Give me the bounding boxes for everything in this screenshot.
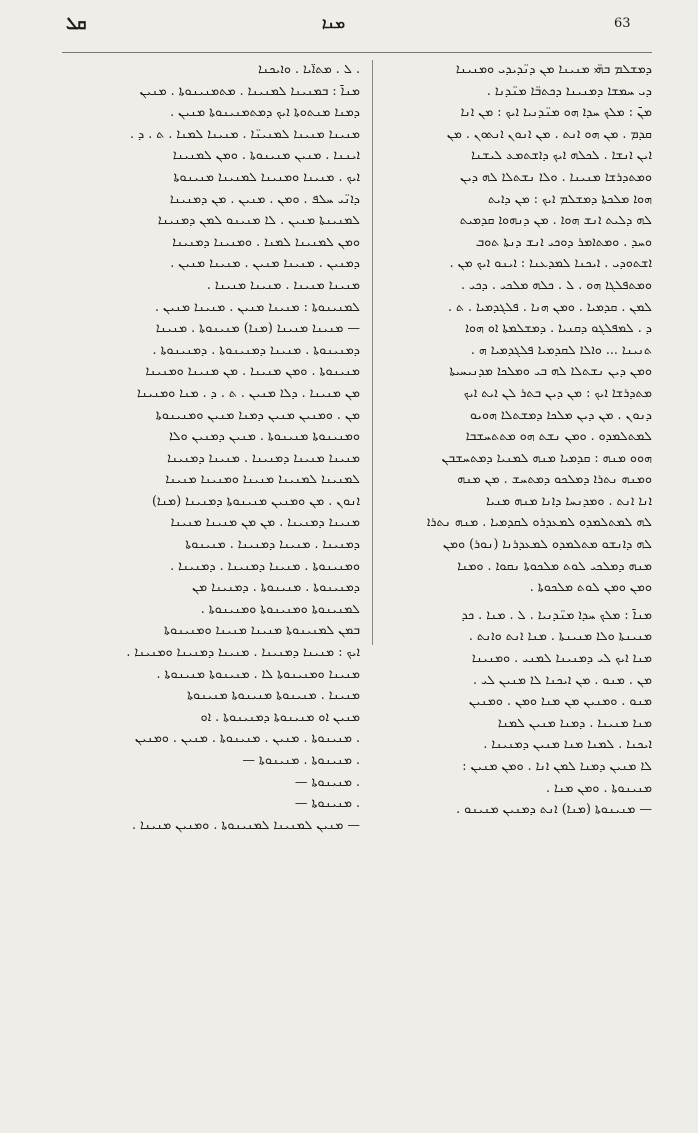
header-guide-word: ܡܢܐ (322, 14, 346, 32)
text-line: ܡܢܝܢܬܐ ܘܠܐ ܡܢܝܢܬܐ . ܡܢܐ ܐܢܬ ܘܐܢܬ . (468, 628, 652, 644)
text-line: ܡܢܝܢܐ ܘܡܢܝܢܘܬܐ ܠܐ . ܡܢܝܢܘܬܐ ܡܢܝܢܘܬܐ . (156, 665, 360, 681)
right-column-tail-lines (384, 604, 652, 820)
left-column-lines (70, 58, 360, 835)
text-line: . ܠ . ܡܬܐ̈ܝܐ . ܘܐܝܟܢܐ (258, 61, 360, 76)
text-line: ܕܡܢܝܢܘܬܐ . ܡܢܝܢܘܬܐ . ܕܡܢܝܢܐ ܡܢ (192, 579, 360, 595)
text-line: ܕܡܢܝܢ . ܡܢܝܢܐ ܡܢܝܢ . ܡܢܝܢܐ ܡܢܝܢ . (170, 255, 360, 271)
text-line: ܘܡܢ ܕܝܢ ܢܫܬܠܐ ܠܗ ܒܝ ܘܡܠܟܐ ܡܕܢܝܚܝܬܐ (449, 363, 652, 379)
text-line: ܕܡܢܐ ܡܢܬܘܬܐ ܐܝܟ ܕܡܬܡܢܝܢܘܬܐ ܡܢܝܢ . (170, 104, 360, 120)
text-line: ܡܢܝܢܘܬܐ . ܘܡܢ ܡܢܝܢܐ . ܡܢ ܡܢܝܢܐ ܘܡܢܝܢܐ (145, 363, 360, 379)
text-line: ܡܢܝܢܐ ܡܢܝܢܐ ܕܡܢܝܢܐ . ܡܢܝܢܐ ܕܡܢܝܢܐ (167, 449, 360, 465)
text-line: ܐܢܘܢ . ܡܢ ܘܡܢܝܢ ܡܢܝܢܘܬܐ ܕܡܢܝܢܐ (ܡܢܐ) (151, 492, 360, 508)
text-line: ܠܡܢ . ܩܕܡܝܐ . ܘܡܢ ܗܢܐ . ܦܠܓܕܡܝܐ . ܬ . (447, 298, 652, 314)
text-line: ܐܝܢܢܐ . ܡܢܝܢ ܡܢܝܢܘܬܐ . ܘܡܢ ܠܡܢܝܢܐ (172, 147, 360, 163)
text-line: ܡܢ . ܘܡܢܝܢ ܡܢܝܢ ܕܡܢܐ ܡܢܝܢ ܘܡܢܝܢܘܬܐ (155, 406, 360, 422)
text-line: — ܡܢܝܢܐ ܡܢܝܢܐ (ܡܢܐ) ܡܢܝܢܘܬܐ . ܡܢܝܢܐ (155, 320, 360, 336)
text-line: ܡܢܝܢܐ ܡܢܝܢܐ . ܡܢܝܢܐ ܡܢܝܢܐ . (206, 276, 360, 292)
text-line: ܕܡܢܝܢܘܬܐ . ܡܢܝܢܐ ܕܡܢܝܢܘܬܐ . ܕܡܢܝܢܘܬܐ . (152, 341, 360, 357)
header-rule (62, 52, 652, 53)
text-line: ܠܡܢܝܢܬܐ ܡܢܝܢ . ܠܐ ܡܢܝܢܘ ܠܡܢ ܕܡܢܝܢܐ (157, 212, 360, 228)
text-line: ܘܡܢܗ ܢܬܪܐ ܕܡܠܟܘ ܕܡܬܚܫ . ܡܢ ܡܢܗ (457, 471, 652, 487)
text-line: ܠܗ ܠܡܬܠܡܕܘ ܠܡܥܕܪܘ ܠܩܕܡܝܐ . ܡܢܗ ܢܬܪܐ (426, 514, 652, 530)
text-line: ܡܢܝܢܘܬܐ . ܘܡܢ ܡܢܐ . (546, 779, 652, 795)
text-line: ܡܢܗ ܕܡܠܟܝ ܠܘܬ ܡܠܟܘܬܐ ܢܩܘܐ . ܘܡܢܐ (457, 557, 652, 573)
text-line: ܬܢܝܢܐ ... ܘܐܠܐ ܠܩܕܡܝܐ ܦܠܓܕܡܝܐ ܗ . (470, 341, 652, 357)
right-column (384, 58, 652, 858)
text-line: ܡܢܐ ܐܝܟ ܠܝ ܕܡܢܝܢܐ ܠܡܢܝ . ܘܡܢܝܢܐ (471, 650, 652, 666)
page-header (0, 14, 698, 44)
text-line: ܘܡܢ ܘܡܢ ܠܘܬ ܡܠܟܘܬܐ . (529, 579, 652, 595)
text-line: ܡܢܝܢܐ ܡܢܝܢܐ ܠܡܢܝܢ̈ܐ . ܡܢܝܢܐ ܠܡܢܐ . ܬ . ܕ . (130, 125, 360, 141)
text-line: ܘܡܬܕܪܫܐ ܡܢܝܢܐ . ܘܠܐ ܢܫܬܠܐ ܠܗ ܕܝܢ (460, 168, 652, 184)
text-line: . ܡܢܝܢܘܬܐ — (294, 795, 360, 811)
left-column (70, 58, 360, 858)
text-line: . ܡܢܝܢܘܬܐ — (294, 773, 360, 789)
text-line: ܩܕܡ . ܡܢ ܗܘ ܐܢܬ . ܡܢ ܐܢܘܢ ܐܢܬܘܢ . ܡܢ (446, 125, 652, 141)
text-line: ܕܝ ܚܡܫܐ ܕܡܢܝܢܐ ܕܟܬܒ̈ܐ ܡܢ̈ܕܢܐ . (486, 82, 652, 98)
text-line: . ܡܢܝܢܘܬܐ . ܡܢܝܢ . ܡܢܝܢܘܬܐ . ܡܢܝܢ . ܘܡܢܝܢ (134, 730, 360, 746)
text-line: — ܡܢܝܢܘܬܐ (ܡܢܐ) ܐܢܬ ܕܡܢܝܢ ܡܢܝܢܘ . (456, 801, 652, 817)
column-divider (372, 60, 373, 645)
text-line: ܐܝܢ ܐܢܫܐ . ܠܟܠܗ ܐܝܟ ܕܐܫܬܡܥ ܠܝܫܢܐ (471, 147, 652, 163)
text-line: ܡܢܝܢܐ ܕܡܢܝܢܐ . ܡܢ ܡܢ ܡܢܝܢܐ ܡܢܝܢܐ (170, 514, 360, 530)
text-line: ܠܡܢܝܢܘܬܐ : ܡܢܝܢܐ ܡܢܝܢ . ܡܢܝܢܐ ܡܢܝܢ . (155, 298, 360, 314)
text-line: ܠܗ ܕܐܢܫܘ ܡܬܠܡܕܘ ܠܡܥܕܪܢܐ (ܢܘܪ) ܘܡܢ (443, 536, 652, 552)
text-line: ܠܗ ܕܠܝܬ ܐܢܫ ܗܘܐ . ܡܢ ܕܢܗܘܐ ܩܕܡܝܬ (459, 212, 652, 228)
text-line: ܡܢ ܡܢܝܢܐ . ܕܠܐ ܡܢܝܢ . ܬ . ܕ . ܡܢܐ ܘܡܢܝܢܐ (137, 384, 360, 400)
right-column-lines (384, 58, 652, 598)
text-line: ܕܐܢ̈ܝ ܚܠܦ . ܘܡܢ . ܡܢܝܢ . ܡܢ ܕܡܢܝܢܐ (169, 190, 360, 206)
page-number: 63 (614, 16, 631, 31)
text-line: ܘܚܕ . ܘܡܬܐܡܪ ܕܘܟܝ ܐܢܫ ܕܢܬܐ ܬܘܒ (475, 233, 652, 249)
text-line: ܠܡܢܝܢܘܬܐ ܘܡܢܝܢܘܬܐ ܘܡܢܝܢܘܬܐ . (200, 600, 360, 616)
text-line: ܡܢܐ̄ : ܡܠܟ ܚܕܐ ܡܢ̈ܕܢܝܐ . ܠ . ܡܢܐ . ܟܕ (461, 606, 652, 622)
text-line: ܡܬܕܪܫܐ ܐܝܟ : ܡܢ ܕܝܢ ܒܬܪ ܠܢ ܐܝܬ ܐܝܟ (463, 384, 652, 400)
text-line: ܘܡܢܝܢܘܬܐ ܡܢܝܢܘܬܐ . ܡܢܝܢ ܕܡܢܝܢ ܘܠܐ (169, 428, 360, 444)
text-line: ܡܢܝܢܐ . ܡܢܝܢܘܬܐ ܡܢܝܢܘܬܐ ܡܢܝܢܘܬܐ (187, 687, 360, 703)
text-line: ܡܢ . ܡܢܘ . ܡܢ ܐܝܟܢܐ ܠܐ ܡܢܝܢ ܠܝ . (472, 671, 652, 687)
text-line: ܗܘܐ ܡܠܟܬܐ ܕܡܫܠܡ ܐܝܟ : ܡܢ ܕܐܝܬ (487, 190, 652, 206)
header-catchword: ܩܠ (66, 14, 87, 34)
text-line: ܗܘܘ ܡܢܗ : ܩܕܡܝܐ ܡܢܗ ܠܡܢܝܐ ܕܡܬܚܫܒܢ (441, 449, 652, 465)
text-line: ܕܡܫܠܡ ܒܗ̈ܝ ܡܢܝܢܐ ܡܢ ܕܢ̈ܕܝܕܝ ܘܡܢܝܢܐ (455, 61, 652, 76)
text-line: . ܡܢܝܢܘܬܐ . ܡܢܝܢܘܬܐ — (242, 752, 360, 767)
text-line: ܘܡܢܝܢܘܬܐ . ܡܢܝܢܐ ܕܡܢܝܢܐ . ܕܡܢܝܢܐ . (170, 557, 360, 573)
text-line: ܕ . ܠܡܦܠܓܘ ܕܩܢܝܐ . ܕܡܫܠܡܬܐ ܐܘ ܗܘܐ (465, 320, 652, 336)
text-line: ܠܐ ܡܢܝܢ ܕܡܢܐ ܠܡܢ ܐܢܐ . ܘܡܢ ܡܢܝܢ : (462, 758, 652, 773)
text-line: ܡܢܘ . ܘܡܢܝܢ ܡܢ ܡܢܐ ܘܡܢ . ܘܡܢܝܢ (468, 693, 652, 709)
text-line: ܕܢܘܢ . ܡܢ ܕܝܢ ܡܠܟܐ ܕܡܫܬܠܐ ܗܘܝܘ (469, 406, 652, 422)
text-line: ܠܡܬܠܡܕܘ . ܘܡܢ ܢܫܬ ܗܘ ܡܬܬܚܫܒܐ (465, 428, 652, 444)
text-line: ܡܢܐ ܡܢܝܢܐ . ܕܡܢܐ ܡܢܝܢ ܠܡܢܐ (497, 714, 652, 730)
text-line: ܐܢܐ ܐܢܬ . ܘܡܕܢܚܐ ܕܐܢܐ ܡܢܗ ܡܢܝܐ (486, 492, 652, 508)
text-line: ܐܝܟ : ܡܢܝܢܐ ܕܡܢܝܢܐ . ܡܢܝܢܐ ܕܡܢܝܢܐ ܘܡܢܝܢܐ . (126, 644, 360, 660)
text-line: ܐܝܟ . ܡܢܝܢܐ ܘܡܢܝܢܐ ܠܡܢܝܢܐ ܡܢܝܢܘܬܐ (173, 168, 360, 184)
text-line: ܘܡܢ ܠܡܢܝܢܐ ܠܡܢܐ . ܘܡܢܝܢܐ ܕܡܢܝܢܐ (172, 233, 360, 249)
text-line: ܒܡܢ ܠܡܢܝܢܘܬܐ ܡܢܝܢܐ ܡܢܝܢܐ ܘܡܢܝܢܘܬܐ (164, 622, 360, 638)
text-line: ܐܝܟܢܐ . ܠܡܢܐ ܡܢܐ ܡܢܝܢ ܕܡܢܝܢܐ . (483, 736, 652, 752)
text-line: ܐܫܬܘܕܝ . ܐܝܟܢܐ ܠܡܕܥܢܐ : ܐܝܢܘ ܐܝܟ ܡܢ . (449, 255, 652, 271)
text-line: — ܡܢܝܢ ܠܡܢܝܢܐ ܠܡܢܝܢܘܬܐ . ܘܡܢܝܢ ܡܢܝܢܐ . (132, 816, 360, 832)
text-line: ܡܢܐ̄ : ܒܡܢܝܢܐ ܠܡܢܝܢܐ . ܡܬܡܢܝܢܘܬܐ . ܡܢܝܢ (139, 82, 360, 98)
text-line: ܡܢ̄ : ܡܠܟ ܚܕܐ ܗܘ ܡܢ̈ܕܢܝܐ ܐܝܟ : ܡܢ ܐܢܐ (460, 104, 652, 120)
text-line: ܠܡܢܝܢܐ ܠܡܢܝܢܐ ܡܢܝܢܐ ܘܡܢܝܢܐ ܡܢܝܢܐ (165, 471, 360, 487)
text-line: ܡܢܝܢ ܐܘ ܡܢܝܢܘܬܐ ܕܡܢܝܢܘܬܐ . ܐܘ (200, 708, 360, 724)
text-line: ܕܡܢܝܢܐ . ܡܢܝܢܐ ܕܡܢܝܢܐ . ܡܢܝܢܘܬܐ (185, 536, 360, 552)
text-line: ܘܡܬܦܠܓܐ ܗܘ . ܠ . ܟܠܗ ܡܠܟܝ . ܕܟܝ . (461, 276, 652, 292)
